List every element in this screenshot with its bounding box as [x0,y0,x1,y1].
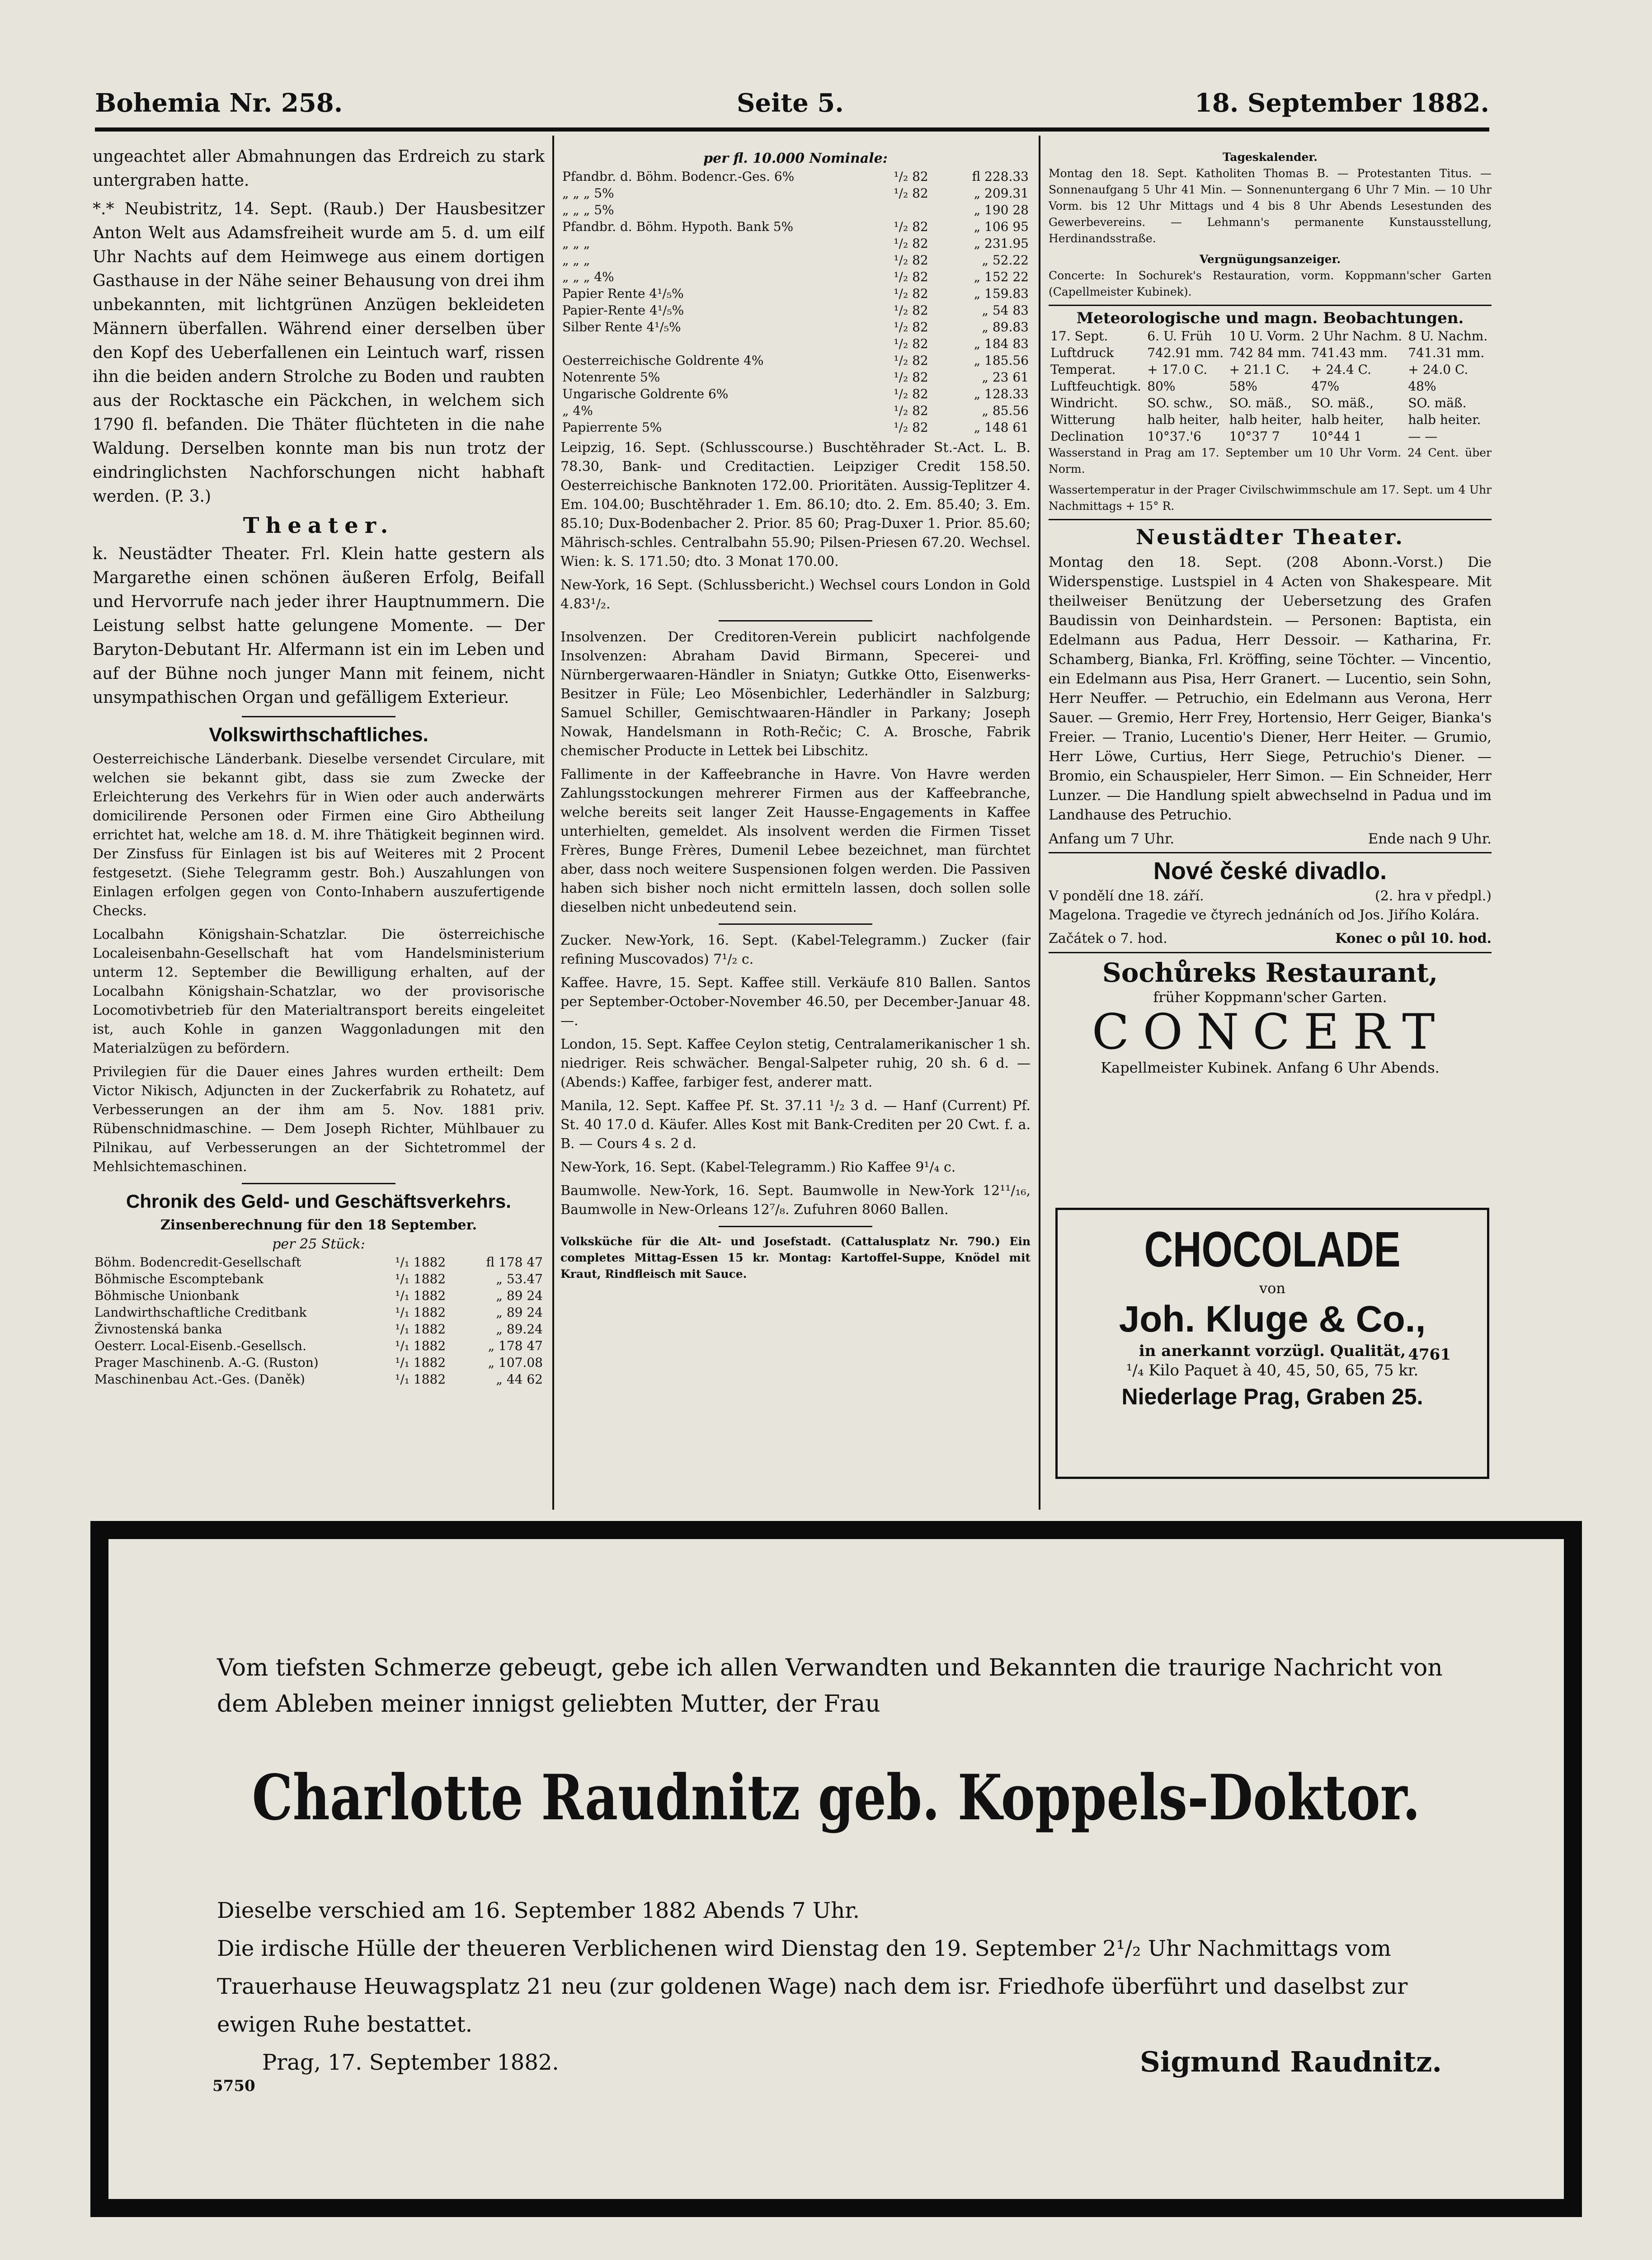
chocolade-advertisement [1055,1208,1489,1479]
meteo-row-cell: + 17.0 C. [1147,362,1208,377]
nove-start: Začátek o 7. hod. [1049,931,1167,946]
meteo-row-cell: 17. Sept. [1050,329,1108,344]
zinsen-row [93,1354,545,1371]
meteo-row-cell: Luftdruck [1050,345,1114,360]
neustaedter-start: Anfang um 7 Uhr. [1049,831,1175,847]
bond-row-cell: „ 152 22 [974,269,1029,284]
ad-von: von [1259,1280,1285,1297]
divider [719,923,872,925]
section-title-volkswirthschaft: Volkswirthschaftliches. [209,724,428,746]
meteo-row [1049,428,1492,445]
bond-row [560,202,1031,218]
neustaedter-end: Ende nach 9 Uhr. [1368,831,1492,847]
header-issue: Bohemia Nr. 258. [95,88,343,118]
meteo-row-cell: halb heiter, [1147,412,1220,427]
meteo-row-cell: SO. mäß., [1311,396,1374,410]
market-baumwolle: Baumwolle. New-York, 16. Sept. Baumwolle in New-York 12¹¹/₁₆, Baumwolle in New-Orleans 12⁷/₈. Zufuhren 8060 Ballen. [560,1183,1031,1218]
ad-address: Niederlage Prag, Graben 25. [1121,1384,1423,1409]
divider [242,716,395,717]
meteo-row-cell: SO. mäß. [1408,396,1467,410]
bond-row-cell: ¹/₂ 82 [894,219,928,234]
sochurek-subtitle: früher Koppmann'scher Garten. [1153,989,1387,1006]
bond-row-cell: ¹/₂ 82 [894,336,928,351]
bond-row-cell: „ „ „ 5% [562,186,614,201]
bond-row-cell: „ 4% [562,403,593,418]
zinsen-row-cell: „ 89 24 [496,1305,543,1320]
article-insolvenzen: Insolvenzen. Der Creditoren-Verein publicirt nachfolgende Insolvenzen: Abraham David Birmann, Specerei- und Nürnbergerwaaren-Händler in Sniatyn; Gutkke Otto, Eisenwerks-Besitzer in Füle; Leo Mösenbichler, Lederhändler in Salzburg; Samuel Schiller, Gemischtwaaren-Händler in Parkany; Joseph Nowak, Handelsmann in Roth-Rečic; C. A. Brosche, Fabrik chemischer Producte in Lettek bei Libschitz. [560,629,1031,759]
zinsen-row [93,1337,545,1354]
bond-row [560,168,1031,185]
bond-row-cell: Ungarische Goldrente 6% [562,386,729,401]
bond-row-cell: „ „ „ 4% [562,269,614,284]
bond-row-cell: ¹/₂ 82 [894,303,928,318]
zinsen-row [93,1271,545,1287]
market-kaffee: Kaffee. Havre, 15. Sept. Kaffee still. Verkäufe 810 Ballen. Santos per September-October-November 46.50, per December-Januar 48.—. [560,975,1031,1029]
bond-row-cell [560,335,892,352]
nove-end: Konec o půl 10. hod. [1335,931,1492,946]
bond-row-cell: ¹/₂ 82 [894,386,928,401]
zinsen-row-cell: ¹/₁ 1882 [395,1305,446,1320]
zinsen-row-cell: „ 178 47 [488,1338,543,1353]
meteo-row-cell: Temperat. [1050,362,1116,377]
zinsen-row-cell: „ 89.24 [496,1322,543,1337]
bond-row-cell: „ 190 28 [974,202,1029,217]
bond-row-cell: ¹/₂ 82 [894,236,928,251]
zinsen-row-cell: „ 107.08 [488,1355,543,1370]
market-london: London, 15. Sept. Kaffee Ceylon stetig, Centralamerikanischer 1 sh. niedriger. Reis schwächer. Bengal-Salpeter ruhig, 20 sh. 6 d. — (Abends:) Kaffee, farbiger fest, anderer matt. [560,1036,1031,1090]
zinsen-row-cell: „ 89 24 [496,1288,543,1303]
bond-row [560,235,1031,252]
neustaedter-program: Montag den 18. Sept. (208 Abonn.-Vorst.) Die Widerspenstige. Lustspiel in 4 Acten von Shakespeare. Mit theilweiser Benützung der Uebersetzung des Grafen Baudissin von Deinhardstein. — Personen: Baptista, ein Edelmann aus Padua, Herr Dessoir. — Katharina, Fr. Schamberg, Bianka, Frl. Kröffing, seine Töchter. — Vincentio, ein Edelmann aus Pisa, Herr Granert. — Lucentio, sein Sohn, Herr Neuffer. — Petruchio, ein Edelmann aus Verona, Herr Sauer. — Gremio, Herr Frey, Hortensio, Herr Geiger, Bianka's Freier. — Tranio, Lucentio's Diener, Herr Heiter. — Grumio, Herr Löwe, Curtius, Herr Siege, Petruchio's Diener. — Bromio, ein Schauspieler, Herr Simon. — Ein Schneider, Herr Lunzer. — Die Handlung spielt abwechselnd in Padua und im Landhause des Petruchio. [1049,554,1492,823]
ad-company: Joh. Kluge & Co., [1119,1299,1426,1340]
meteo-row-cell: 742 84 mm. [1229,345,1306,360]
nove-divadlo-title: Nové české divadlo. [1153,857,1387,885]
meteo-row-cell: Declination [1050,429,1124,444]
bond-row-cell: „ „ „ [562,236,590,251]
bond-row-cell: Pfandbr. d. Böhm. Hypoth. Bank 5% [562,219,794,234]
zinsen-row [93,1304,545,1321]
meteo-row-cell: 10°37 7 [1229,429,1280,444]
zinsen-row [93,1321,545,1337]
zinsen-row-cell: ¹/₁ 1882 [395,1338,446,1353]
meteo-row [1049,395,1492,411]
meteo-row-cell: 6. U. Früh [1147,329,1212,344]
article-continuation: ungeachtet aller Abmahnungen das Erdreich zu stark untergraben hatte. [93,147,545,190]
bond-row [560,285,1031,302]
article-neubistritz: *.* Neubistritz, 14. Sept. (Raub.) Der Hausbesitzer Anton Welt aus Adamsfreiheit wurde am 5. d. um eilf Uhr Nachts auf dem Heimwege aus einem dortigen Gasthause in der Nähe seiner Behausung von drei ihm unbekannten, mit lichtgrünen Anzügen bekleideten Männern überfallen. Während einer derselben über den Kopf des Ueberfallenen ein Leintuch warf, rissen ihn die beiden andern Strolche zu Boden und raubten aus der Rocktasche ein Päckchen, in welchem sich 1790 fl. befanden. Die Thäter flüchteten in die nahe Waldung. Derselben konnte man bis nun trotz der eindringlichsten Nachforschungen nicht habhaft werden. (P. 3.) [93,200,545,506]
article-localbahn: Localbahn Königshain-Schatzlar. Die österreichische Localeisenbahn-Gesellschaft hat vom Handelsministerium unterm 12. September die Bewilligung erhalten, auf der Localbahn Königshain-Schatzlar, wo der provisorische Locomotivbetrieb für den Materialtransport bereits eingeleitet ist, auch Kohle in ganzen Waggonladungen mit den Materialzügen zu befördern. [93,927,545,1056]
bond-row [560,369,1031,386]
meteo-row-cell: 8 U. Nachm. [1408,329,1488,344]
meteo-title: Meteorologische und magn. Beobachtungen. [1076,309,1464,327]
obituary-death-date: Dieselbe verschied am 16. September 1882 Abends 7 Uhr. [217,1898,860,1923]
header-rule [95,127,1489,132]
bond-row-cell: „ 159.83 [974,286,1029,301]
meteo-row-cell: 10°37.'6 [1147,429,1201,444]
header-page-number: Seite 5. [737,88,844,118]
bond-row-cell: „ 89.83 [982,320,1029,334]
article-fallimente: Fallimente in der Kaffeebranche in Havre. Von Havre werden Zahlungsstockungen mehrerer Firmen aus der Kaffeebranche, welche bereits seit langer Zeit Hausse-Engagements in Kaffee unterhielten, gemeldet. Als insolvent werden die Firmen Tisset Frères, Bunge Frères, Dumenil Lebee bezeichnet, man fürchtet aber, dass noch weitere Suspensionen folgen werden. Die Passiven haben sich bisher noch nicht ermitteln lassen, doch sollen solle dieselben nicht unbedeutend sein. [560,767,1031,915]
zinsen-row-cell: Böhm. Bodencredit-Gesellschaft [94,1255,301,1270]
bond-row-cell: Pfandbr. d. Böhm. Bodencr.-Ges. 6% [562,169,795,184]
zinsen-row-cell: Živnostenská banka [94,1322,222,1337]
obituary-notice [90,1521,1582,2217]
column-divider [1039,136,1040,1510]
meteo-row-cell: 741.31 mm. [1408,345,1485,360]
bond-row [560,218,1031,235]
bond-row [560,386,1031,402]
tageskalender-title: Tageskalender. [1223,151,1318,164]
meteo-row-cell: 80% [1147,379,1176,394]
zinsen-row-cell: Landwirthschaftliche Creditbank [94,1305,307,1320]
bond-row-cell: ¹/₂ 82 [894,370,928,385]
concert-info: Kapellmeister Kubinek. Anfang 6 Uhr Abends. [1101,1059,1440,1076]
bond-row-cell: ¹/₂ 82 [894,420,928,435]
zinsen-row-cell: ¹/₁ 1882 [395,1271,446,1286]
bond-row-cell: ¹/₂ 82 [894,286,928,301]
meteo-row-cell: 47% [1311,379,1340,394]
divider [719,1226,872,1227]
meteo-row-cell: halb heiter, [1311,412,1384,427]
bond-row-cell: Papier Rente 4¹/₅% [562,286,684,301]
meteo-row-cell: + 24.0 C. [1408,362,1468,377]
bond-row [560,302,1031,319]
meteo-row-cell: halb heiter. [1408,412,1481,427]
bond-row-cell: „ 209.31 [974,186,1029,201]
bond-row-cell: „ 184 83 [974,336,1029,351]
zinsen-table [93,1254,545,1388]
zinsen-row [93,1287,545,1304]
market-leipzig: Leipzig, 16. Sept. (Schlusscourse.) Buschtěhrader St.-Act. L. B. 78.30, Bank- und Creditactien. Leipziger Credit 158.50. Oesterreichische Banknoten 172.00. Prioritäten. Aussig-Teplitzer 4. Em. 104.00; Buschtěhrader 1. Em. 86.10; dto. 2. Em. 85.40; 3. Em. 85.10; Dux-Bodenbacher 2. Prior. 85 60; Prag-Duxer 1. Prior. 85.60; Mährisch-schles. Centralbahn 55.90; Pilsen-Priesen 67.20. Wechsel. Wien: k. S. 171.50; dto. 3 Monat 170.00. [560,440,1031,570]
bond-row-cell: Oesterreichische Goldrente 4% [562,353,764,368]
zinsen-row-cell: ¹/₁ 1882 [395,1355,446,1370]
nove-date: V pondělí dne 18. září. [1049,888,1204,904]
obituary-funeral: Die irdische Hülle der theueren Verblichenen wird Dienstag den 19. September 2¹/₂ Uhr Nachmittags vom Trauerhause Heuwagsplatz 21 neu (zur goldenen Wage) nach dem isr. Friedhofe überführt und daselbst zur ewigen Ruhe bestattet. [217,1936,1408,2037]
zinsen-row [93,1254,545,1271]
column-middle [560,149,1031,1510]
meteo-row-cell: 742.91 mm. [1147,345,1224,360]
bond-row [560,185,1031,202]
ad-headline: CHOCOLADE [1144,1222,1401,1277]
neustaedter-title: Neustädter Theater. [1136,525,1404,549]
zinsen-row-cell: ¹/₁ 1882 [395,1288,446,1303]
zinsen-row-cell: Prager Maschinenb. A.-G. (Ruston) [94,1355,319,1370]
bond-row-cell: ¹/₂ 82 [894,269,928,284]
bond-row-cell: „ „ „ [562,253,590,268]
bond-row [560,335,1031,352]
bond-row-cell: „ 128.33 [974,386,1029,401]
bond-row-cell: „ „ „ 5% [562,202,614,217]
article-theater: k. Neustädter Theater. Frl. Klein hatte gestern als Margarethe einen schönen äußeren Erfolg, Beifall und Hervorrufe nach jeder ihrer Hauptnummern. Die Leistung selbst hatte gelungene Momente. — Der Baryton-Debutant Hr. Alfermann ist ein im Leben und auf der Bühne noch junger Mann mit feinem, nicht unsympathischen Organ und gefälligem Exterieur. [93,545,545,707]
nove-abonnement: (2. hra v předpl.) [1375,888,1492,904]
bond-row [560,419,1031,436]
meteo-row-cell: + 21.1 C. [1229,362,1290,377]
bond-row-cell: ¹/₂ 82 [894,186,928,201]
meteo-row-cell: Luftfeuchtigk. [1050,379,1141,394]
notice-volkskueche: Volksküche für die Alt- und Josefstadt. (Cattalusplatz Nr. 790.) Ein completes Mittag-Essen 15 kr. Montag: Kartoffel-Suppe, Knödel mit Kraut, Rindfleisch mit Sauce. [560,1235,1031,1281]
bond-row [560,402,1031,419]
bond-row [560,319,1031,335]
column-left [93,145,545,1510]
bond-row-cell: „ 85.56 [982,403,1029,418]
bond-row-cell: ¹/₂ 82 [894,253,928,268]
wassertemperatur: Wassertemperatur in der Prager Civilschwimmschule am 17. Sept. um 4 Uhr Nachmittags + 15° R. [1049,483,1492,513]
vergnuegung-title: Vergnügungsanzeiger. [1199,253,1341,266]
obituary-name: Charlotte Raudnitz geb. Koppels-Doktor. [252,1761,1421,1834]
page-header [95,88,1489,120]
bond-row [560,252,1031,268]
meteo-row-cell: 741.43 mm. [1311,345,1388,360]
bond-row-cell: Papier-Rente 4¹/₅% [562,303,684,318]
bond-row-cell [892,202,946,218]
obituary-ref: 5750 [212,2077,255,2095]
ad-prices: ¹/₄ Kilo Paquet à 40, 45, 50, 65, 75 kr. [1126,1361,1419,1380]
market-newyork-kaffee: New-York, 16. Sept. (Kabel-Telegramm.) Rio Kaffee 9¹/₄ c. [560,1159,956,1175]
market-manila: Manila, 12. Sept. Kaffee Pf. St. 37.11 ¹/₂ 3 d. — Hanf (Current) Pf. St. 40 17.0 d. Käufer. Alles Kost mit Bank-Crediten per 20 Cwt. f. a. B. — Cours 4 s. 2 d. [560,1098,1031,1152]
bond-row-cell: ¹/₂ 82 [894,403,928,418]
meteo-row-cell: Windricht. [1050,396,1118,410]
meteo-table [1049,328,1492,445]
meteo-row-cell: halb heiter, [1229,412,1302,427]
meteo-row [1049,361,1492,378]
meteo-row-cell: 10 U. Vorm. [1229,329,1305,344]
zinsen-row-cell: ¹/₁ 1882 [395,1255,446,1270]
ad-quality: in anerkannt vorzügl. Qualität, [1139,1342,1406,1360]
bond-row-cell: „ 231.95 [974,236,1029,251]
bond-row-cell: „ 54 83 [982,303,1029,318]
obituary-place-date: Prag, 17. September 1882. [262,2050,559,2075]
bond-row [560,268,1031,285]
meteo-row-cell: — — [1408,429,1438,444]
zinsen-row-cell: Böhmische Unionbank [94,1288,239,1303]
rates-head: per fl. 10.000 Nominale: [703,151,888,166]
market-newyork: New-York, 16 Sept. (Schlussbericht.) Wechsel cours London in Gold 4.83¹/₂. [560,577,1031,612]
bond-row-cell: „ 52.22 [982,253,1029,268]
meteo-row [1049,328,1492,344]
bond-row [560,352,1031,369]
ad-number: 4761 [1408,1346,1451,1364]
meteo-row-cell: 58% [1229,379,1257,394]
vergnuegung-text: Concerte: In Sochurek's Restauration, vorm. Koppmann'scher Garten (Capellmeister Kubinek). [1049,269,1492,298]
zinsen-row-cell: „ 44 62 [496,1372,543,1387]
bond-table [560,168,1031,436]
bond-row-cell: fl 228.33 [972,169,1029,184]
bond-row-cell: ¹/₂ 82 [894,353,928,368]
article-privilegien: Privilegien für die Dauer eines Jahres wurden ertheilt: Dem Victor Nikisch, Adjuncten in der Zuckerfabrik zu Rohatetz, auf Verbesserungen an der ihm am 5. Nov. 1881 priv. Rübenschnidmaschine. — Dem Joseph Richter, Mühlbauer zu Pilnikau, auf Verbesserungen an der Sichtetrommel der Mehlsichtemaschinen. [93,1064,545,1175]
meteo-row-cell: Witterung [1050,412,1115,427]
bond-row-cell: „ 106 95 [974,219,1029,234]
bond-row-cell: Notenrente 5% [562,370,660,385]
nove-program: Magelona. Tragedie ve čtyrech jednáních od Jos. Jiřího Kolára. [1049,907,1480,923]
zinsen-subtitle: per 25 Stück: [272,1236,365,1252]
bond-row-cell: „ 148 61 [974,420,1029,435]
divider [242,1183,395,1184]
zinsen-row-cell: Oesterr. Local-Eisenb.-Gesellsch. [94,1338,306,1353]
zinsen-row-cell: fl 178 47 [486,1255,543,1270]
wasserstand: Wasserstand in Prag am 17. September um 10 Uhr Vorm. 24 Cent. über Norm. [1049,446,1492,476]
sochurek-title: Sochůreks Restaurant, [1102,957,1438,988]
meteo-row-cell: 48% [1408,379,1436,394]
zinsen-row-cell: ¹/₁ 1882 [395,1322,446,1337]
zinsen-row-cell: Maschinenbau Act.-Ges. (Daněk) [94,1372,305,1387]
column-divider [552,136,554,1510]
bond-row-cell: ¹/₂ 82 [894,320,928,334]
meteo-row [1049,378,1492,395]
bond-row-cell: ¹/₂ 82 [894,169,928,184]
bond-row-cell: „ 23 61 [982,370,1029,385]
zinsen-row-cell: „ 53.47 [496,1271,543,1286]
bond-row-cell: Silber Rente 4¹/₅% [562,320,681,334]
obituary-intro: Vom tiefsten Schmerze gebeugt, gebe ich allen Verwandten und Bekannten die traurige Nachricht von dem Ableben meiner innigst geliebten Mutter, der Frau [217,1654,1443,1718]
bond-row-cell: Papierrente 5% [562,420,662,435]
divider [719,620,872,622]
meteo-row [1049,411,1492,428]
article-laenderbank: Oesterreichische Länderbank. Dieselbe versendet Circulare, mit welchen sie bekannt gibt, dass sie zum Zwecke der Erleichterung des Verkehrs für in Wien oder auch anderwärts domicilirende Personen oder Firmen eine Giro Abtheilung errichtet hat, welche am 18. d. M. ihre Thätigkeit beginnen wird. Der Zinsfuss für Einlagen ist bis auf Weiteres mit 2 Procent festgesetzt. (Siehe Telegramm gestr. Boh.) Auszahlungen von Einlagen erfolgen gegen von Conto-Inhabern auszufertigende Checks. [93,751,545,919]
zinsen-row [93,1371,545,1388]
meteo-row-cell: SO. schw., [1147,396,1213,410]
zinsen-row-cell: ¹/₁ 1882 [395,1372,446,1387]
meteo-row [1049,344,1492,361]
section-title-theater: Theater. [243,513,395,538]
section-title-chronik: Chronik des Geld- und Geschäftsverkehrs. [126,1191,511,1212]
meteo-row-cell: SO. mäß., [1229,396,1292,410]
tageskalender-text: Montag den 18. Sept. Katholiten Thomas B. — Protestanten Titus. — Sonnenaufgang 5 Uhr 41 Min. — Sonnenuntergang 6 Uhr 7 Min. — 10 Uhr Vorm. bis 12 Uhr Mittags und 4 bis 8 Uhr Abends Lesestunden des Gewerbevereins. — Lehmann's permanente Kunstausstellung, Herdinandsstraße. [1049,167,1492,245]
obituary-signature: Sigmund Raudnitz. [1140,2045,1442,2078]
zinsen-title: Zinsenberechnung für den 18 September. [160,1217,477,1233]
bond-row-cell: „ 185.56 [974,353,1029,368]
market-zucker: Zucker. New-York, 16. Sept. (Kabel-Telegramm.) Zucker (fair refining Muscovados) 7¹/₂ c. [560,932,1031,967]
header-date: 18. September 1882. [1194,88,1489,118]
meteo-row-cell: 10°44 1 [1311,429,1362,444]
meteo-row-cell: + 24.4 C. [1311,362,1371,377]
zinsen-row-cell: Böhmische Escomptebank [94,1271,264,1286]
meteo-row-cell: 2 Uhr Nachm. [1311,329,1403,344]
concert-title: CONCERT [1092,1004,1449,1060]
